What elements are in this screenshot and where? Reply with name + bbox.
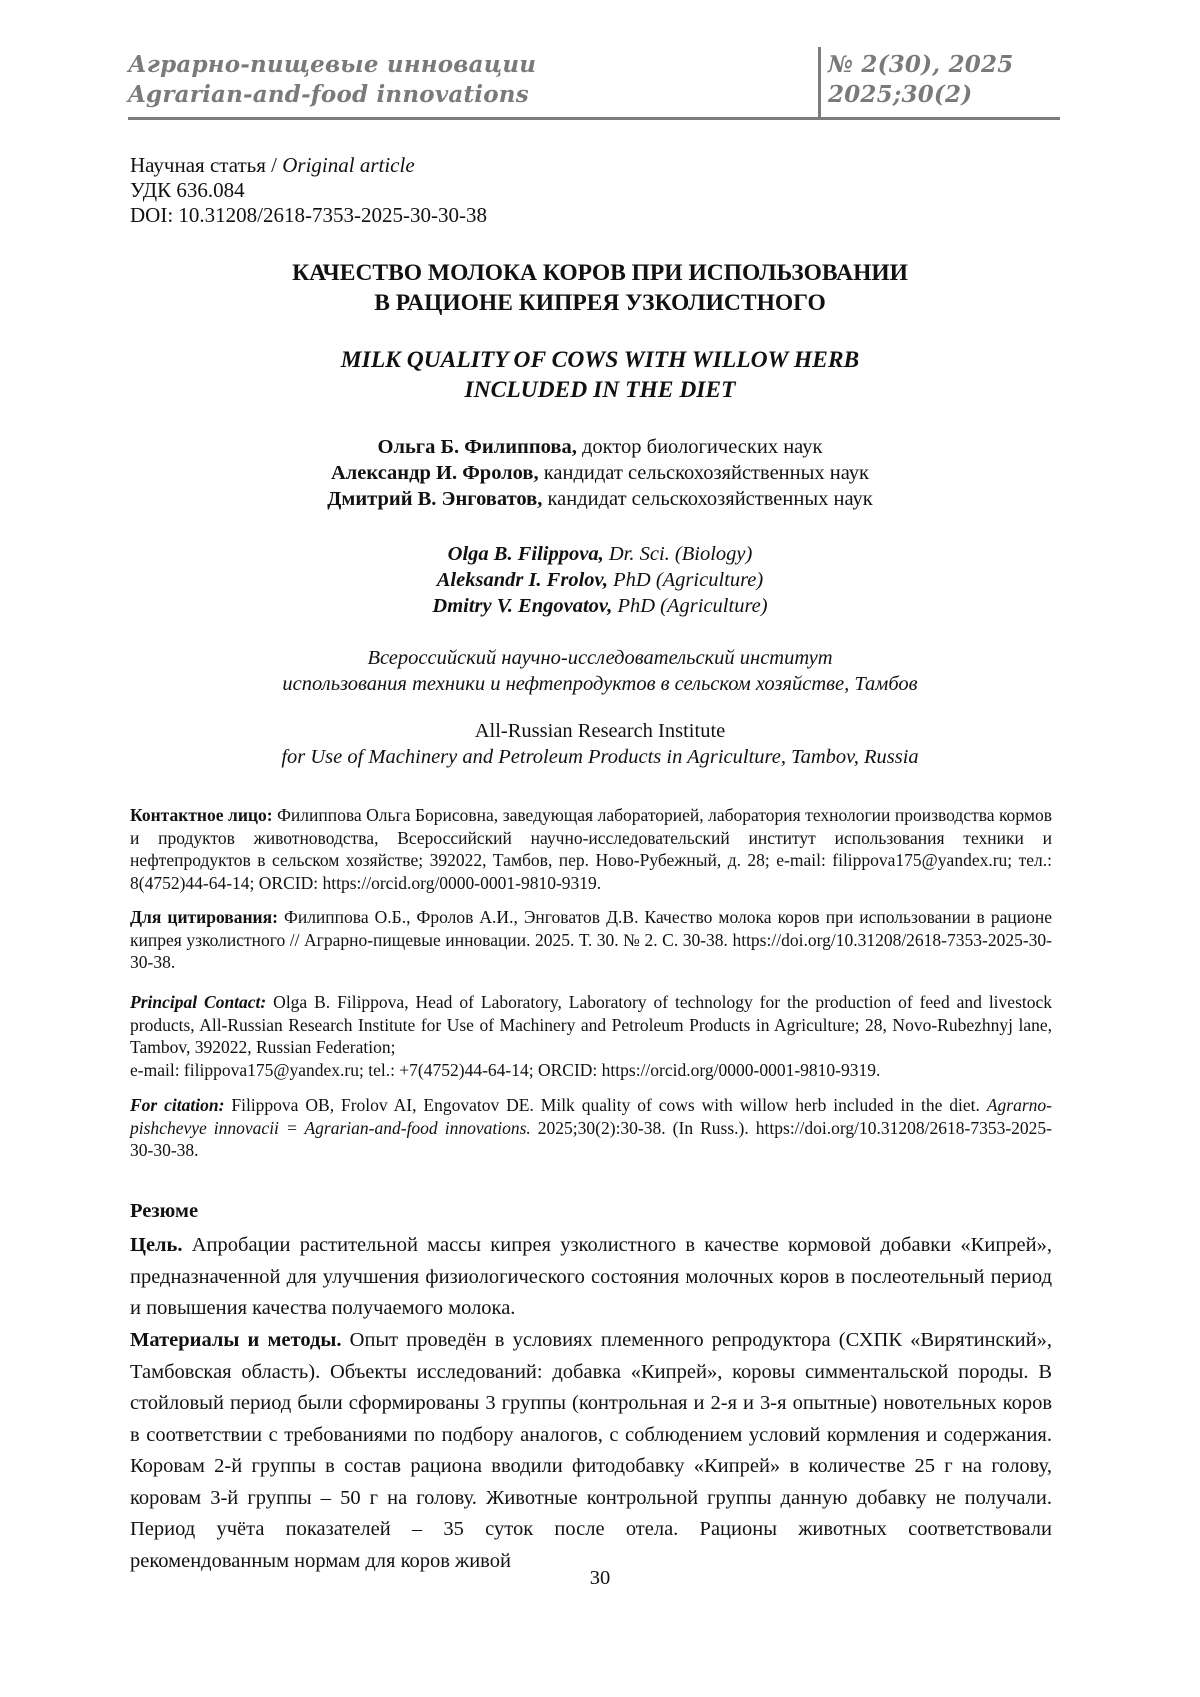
- journal-name-en: Agrarian-and-food innovations: [128, 81, 529, 108]
- doi[interactable]: DOI: 10.31208/2618-7353-2025-30-30-38: [130, 203, 487, 227]
- journal-name: [128, 50, 536, 110]
- journal-name-ru: Аграрно-пищевые инновации: [128, 51, 537, 78]
- affiliation-line: for Use of Machinery and Petroleum Products in Agriculture, Tambov, Russia: [281, 746, 919, 768]
- title-en-line: MILK QUALITY OF COWS WITH WILLOW HERB: [340, 347, 860, 373]
- author-entry: [0, 567, 1200, 593]
- issue-number: № 2(30), 2025: [828, 51, 1014, 78]
- citation-ru: [130, 906, 1052, 974]
- authors-en: [0, 541, 1200, 619]
- author-entry: [0, 541, 1200, 567]
- author-name: Aleksandr I. Frolov,: [436, 569, 608, 591]
- citation-en: [130, 1094, 1052, 1162]
- author-degree: Dr. Sci. (Biology): [603, 543, 753, 565]
- author-name: Александр И. Фролов,: [330, 462, 539, 484]
- article-type: [130, 153, 487, 178]
- author-name: Olga B. Filippova,: [447, 543, 604, 565]
- contact-en-email: e-mail: filippova175@yandex.ru; tel.: +7(4752)44-64-14; ORCID: https://orcid.org/0000-0001-9810-9319.: [130, 1059, 881, 1080]
- citation-ru-label: Для цитирования:: [130, 907, 278, 927]
- title-en: [0, 345, 1200, 405]
- affiliation-line: All-Russian Research Institute: [474, 720, 726, 742]
- citation-en-text: Filippova OB, Frolov AI, Engovatov DE. Milk quality of cows with willow herb included in the diet.: [224, 1095, 987, 1115]
- resume-methods: [130, 1325, 1052, 1577]
- affiliation-line: Всероссийский научно-исследовательский институт: [367, 647, 833, 669]
- author-degree: PhD (Agriculture): [612, 595, 768, 617]
- header-rule: [128, 117, 1060, 120]
- methods-text: Опыт проведён в условиях племенного репродуктора (СХПК «Вирятинский», Тамбовская область). Объекты исследований: добавка «Кипрей», коровы симментальской породы. В стойловый период были сформированы 3 группы (контрольная и 2-я и 3-я опытные) новотельных коров в соответствии с требованиями по подбору аналогов, с соблюдением условий кормления и содержания. Коровам 2-й группы в состав рациона вводили фитодобавку «Кипрей» в количестве 25 г на голову, коровам 3-й группы – 50 г на голову. Животные контрольной группы данную добавку не получали. Период учёта показателей – 35 суток после отела. Рационы животных соответствовали рекомендованным нормам для коров живой: [130, 1329, 1052, 1572]
- contact-ru-text: Филиппова Ольга Борисовна, заведующая лабораторией, лаборатория технологии производства кормов и продуктов животноводства, Всероссийский научно-исследовательский институт использования техники и нефтепродуктов в сельском хозяйстве; 392022, Тамбов, пер. Ново-Рубежный, д. 28; e-mail: filippova175@yandex.ru; тел.: 8(4752)44-64-14; ORCID: https://orcid.org/0000-0001-9810-9319.: [130, 805, 1052, 893]
- author-degree: кандидат сельскохозяйственных наук: [542, 488, 873, 510]
- title-ru-line: В РАЦИОНЕ КИПРЕЯ УЗКОЛИСТНОГО: [374, 290, 826, 316]
- author-name: Дмитрий В. Энговатов,: [327, 488, 543, 510]
- resume-goal: [130, 1230, 1052, 1325]
- running-header: [128, 50, 1060, 118]
- goal-label: Цель.: [130, 1234, 183, 1256]
- article-meta: [130, 153, 487, 228]
- author-entry: [0, 593, 1200, 619]
- header-divider: [818, 47, 821, 117]
- udk: УДК 636.084: [130, 178, 245, 202]
- title-ru-line: КАЧЕСТВО МОЛОКА КОРОВ ПРИ ИСПОЛЬЗОВАНИИ: [292, 260, 908, 286]
- issue-reference: 2025;30(2): [828, 81, 973, 108]
- affiliation-en: [0, 718, 1200, 770]
- contact-ru-label: Контактное лицо:: [130, 805, 273, 825]
- author-degree: PhD (Agriculture): [608, 569, 764, 591]
- resume-heading: Резюме: [130, 1200, 199, 1222]
- contact-en-text: Olga B. Filippova, Head of Laboratory, Laboratory of technology for the production of feed and livestock products, All-Russian Research Institute for Use of Machinery and Petroleum Products in Agriculture; 28, Novo-Rubezhnyj lane, Tambov, 392022, Russian Federation;: [130, 992, 1053, 1057]
- contact-en: [130, 991, 1052, 1081]
- goal-text: Апробации растительной массы кипрея узколистного в качестве кормовой добавки «Кипрей», предназначенной для улучшения физиологического состояния молочных коров в послеотельный период и повышения качества получаемого молока.: [130, 1234, 1052, 1319]
- authors-ru: [0, 434, 1200, 512]
- article-type-en: Original article: [282, 153, 415, 177]
- contact-ru: [130, 804, 1052, 894]
- methods-label: Материалы и методы.: [130, 1329, 342, 1351]
- author-degree: кандидат сельскохозяйственных наук: [538, 462, 869, 484]
- affiliation-line: использования техники и нефтепродуктов в сельском хозяйстве, Тамбов: [282, 673, 918, 695]
- affiliation-ru: [0, 645, 1200, 697]
- author-degree: доктор биологических наук: [576, 436, 823, 458]
- author-entry: [0, 486, 1200, 512]
- page-number: 30: [589, 1567, 611, 1589]
- citation-en-label: For citation:: [130, 1095, 225, 1115]
- title-en-line: INCLUDED IN THE DIET: [464, 377, 736, 403]
- title-ru: [0, 258, 1200, 318]
- author-entry: [0, 460, 1200, 486]
- citation-en-ref: 2025;30(2):30-38. (In Russ.). https://doi.org/10.31208/2618-7353-2025-30-30-38.: [130, 1117, 1052, 1160]
- article-type-ru: Научная статья /: [130, 153, 283, 177]
- citation-en-journal: Agrarno-pishchevye innovacii = Agrarian-and-food innovations.: [130, 1095, 1052, 1138]
- author-name: Ольга Б. Филиппова,: [377, 436, 577, 458]
- author-name: Dmitry V. Engovatov,: [432, 595, 613, 617]
- contact-en-label: Principal Contact:: [130, 992, 267, 1012]
- citation-ru-text: Филиппова О.Б., Фролов А.И., Энговатов Д.В. Качество молока коров при использовании в рационе кипрея узколистного // Аграрно-пищевые инновации. 2025. Т. 30. № 2. С. 30-38. https://doi.org/10.31208/2618-7353-2025-30-30-38.: [130, 907, 1052, 972]
- issue-info: [828, 50, 1013, 110]
- author-entry: [0, 434, 1200, 460]
